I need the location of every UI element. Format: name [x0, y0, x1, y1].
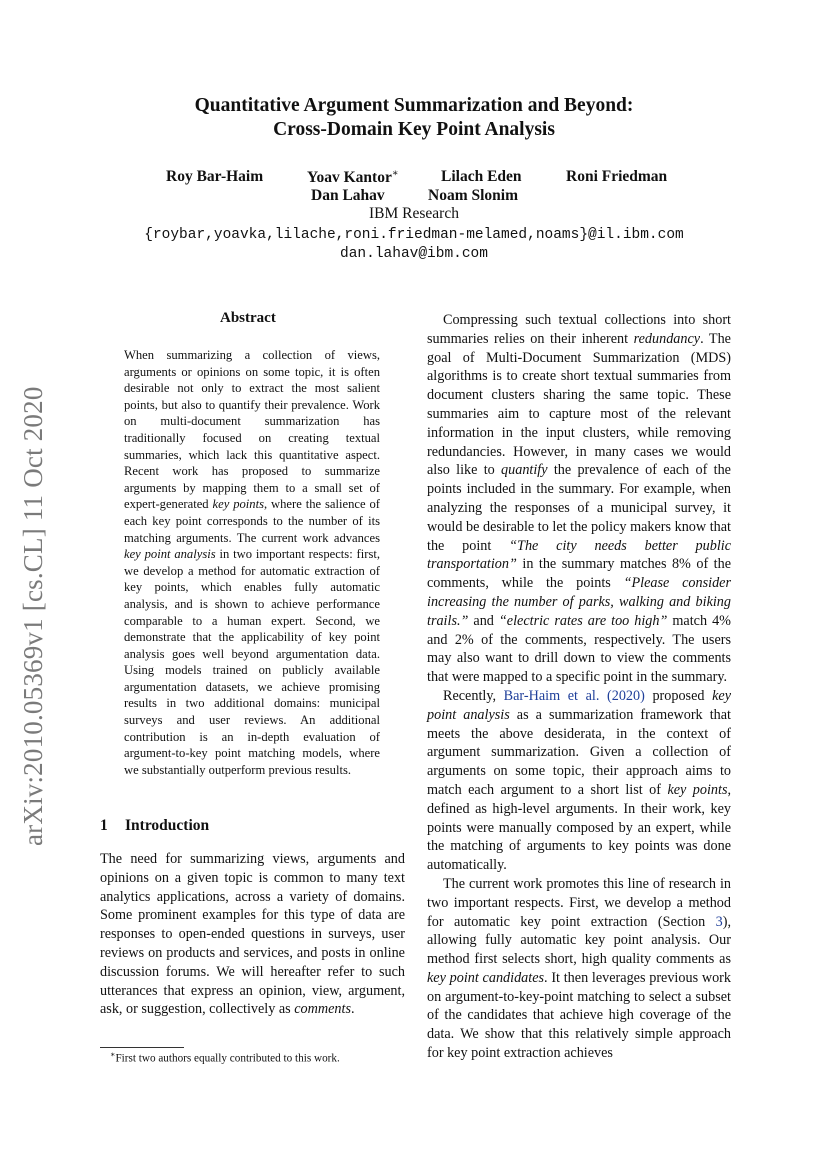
intro-text-1: The need for summarizing views, arguments and opinions on a given topic is common to many text analytics applications, across a variety of domains. Some prominent examples for this type of data are responses to open-ended questions in surveys, user reviews on products and services, and posts in online discussion forums. We will hereafter refer to such utterances that express an opinion, view, argument, ask, or suggestion, collectively as [100, 851, 405, 1018]
author-lilach-eden: Lilach Eden [441, 168, 522, 185]
author-dan-lahav: Dan Lahav [311, 187, 385, 204]
title-line-1: Quantitative Argument Summarization and Beyond: [194, 95, 634, 116]
p3-text-3: . It then leverages previous work on argument-to-key-point matching to select a subset of the candidates that achieve high coverage of the data. We show that this relatively simple approach for key point extraction achieves [427, 969, 731, 1062]
author-yoav-kantor [307, 168, 399, 187]
abstract-text-3: in two important respects: first, we develop a method for automatic extraction of key points, which enables fully automatic analysis, and is shown to achieve performance comparable to a human expert. Second, we demonstrate that the applicability of key point analysis goes well beyond argumentation data. Using models trained on publicly available argumentation datasets, we achieve promising results in two additional domains: municipal surveys and user reviews. An additional contribution is an in-depth evaluation of argument-to-key point matching models, where we substantially outperform previous results. [124, 547, 380, 777]
section-number: 1 [100, 817, 108, 834]
intro-comments-term: comments [294, 1001, 351, 1018]
abstract-key-points-term: key points [212, 497, 264, 512]
p3-key-point-candidates-term: key point candidates [427, 969, 545, 986]
abstract-key-point-analysis-term: key point analysis [124, 547, 216, 562]
footnote-divider [100, 1047, 184, 1048]
right-column [427, 311, 731, 1063]
abstract-text-1: When summarizing a collection of views, arguments or opinions on some topic, it is often desirable not only to extract the most salient points, but also to quantify their prevalence. Work on multi-document summarization has traditionally focused on creating textual summaries, which lack this quantitative aspect. Recent work has proposed to summarize arguments by mapping them to a small set of expert-generated [124, 348, 380, 512]
paragraph-compressing [427, 311, 731, 687]
section-title: Introduction [125, 817, 210, 834]
p3-text-2: ), allowing fully automatic key point analysis. Our method first selects short, high quality comments as [427, 913, 731, 968]
equal-contribution-mark: ∗ [391, 168, 399, 179]
email-line-2: dan.lahav@ibm.com [340, 246, 488, 262]
title-line-2: Cross-Domain Key Point Analysis [273, 119, 555, 140]
footnote [110, 1050, 340, 1065]
p1-text-2: . The goal of Multi-Document Summarization (MDS) algorithms is to create short textual summaries from document clusters sharing the same topic. These summaries aim to capture most of the relevant information in the input clusters, while removing redundancies. However, in many cases we would also like to [427, 330, 731, 479]
arxiv-stamp: arXiv:2010.05369v1 [cs.CL] 11 Oct 2020 [18, 386, 48, 846]
p1-redundancy-term: redundancy [633, 330, 701, 347]
footnote-mark: ∗ [110, 1050, 116, 1059]
section-heading-introduction [100, 817, 209, 835]
introduction-paragraph [100, 850, 405, 1019]
p2-text-4: , defined as high-level arguments. In their work, key points were manually composed by an expert, while the matching of arguments to key points was done automatically. [427, 781, 732, 874]
author-roy-bar-haim: Roy Bar-Haim [166, 168, 264, 185]
abstract-heading: Abstract [220, 310, 276, 326]
intro-text-2: . [351, 1001, 355, 1018]
abstract-text-2: , where the salience of each key point corresponds to the number of its matching arguments. The current work advances [124, 497, 380, 545]
paragraph-recently [427, 687, 731, 875]
p3-text-1: The current work promotes this line of research in two important respects. First, we develop a method for automatic key point extraction (Section [427, 875, 731, 930]
citation-link-bar-haim-2020[interactable]: Bar-Haim et al. (2020) [503, 687, 645, 704]
abstract-body [124, 347, 380, 778]
p1-quote-electric-rates: “electric rates are too high” [498, 612, 668, 629]
p1-text-5: and [468, 612, 499, 629]
p1-quote-transportation: “The city needs better public transportation” [427, 537, 732, 573]
section-3-link[interactable]: 3 [715, 913, 723, 930]
p1-text-4: in the summary matches 8% of the comments, while the points [427, 556, 731, 592]
author-noam-slonim: Noam Slonim [428, 187, 518, 204]
author-roni-friedman: Roni Friedman [566, 168, 668, 185]
p2-text-3: as a summarization framework that meets the above desiderata, in the context of argument summarization. Given a collection of arguments on some topic, their approach aims to match each argument to a short list of [427, 706, 731, 798]
p2-key-point-analysis-term: key point analysis [427, 687, 731, 723]
p2-text-1: Recently, [443, 687, 504, 704]
email-line-1: {roybar,yoavka,lilache,roni.friedman-melamed,noams}@il.ibm.com [144, 227, 684, 243]
paragraph-current-work [427, 875, 731, 1063]
p1-text-1: Compressing such textual collections into short summaries relies on their inherent [427, 312, 731, 347]
paper-title [0, 94, 828, 142]
p1-quantify-term: quantify [501, 462, 548, 479]
footnote-text: First two authors equally contributed to this work. [115, 1052, 340, 1065]
author-yoav-kantor-name: Yoav Kantor [307, 169, 392, 187]
p1-text-3: the prevalence of each of the points included in the summary. For example, when analyzing the responses of a municipal survey, it would be desirable to let the policy makers know that the point [427, 462, 731, 554]
p2-key-points-term: key points [667, 781, 728, 798]
p2-text-2: proposed [644, 687, 713, 704]
p1-quote-parks: “Please consider increasing the number of parks, walking and biking trails.” [427, 575, 731, 629]
p1-text-6: match 4% and 2% of the comments, respectively. The users may also want to drill down to view the comments that were mapped to a specific point in the summary. [427, 612, 731, 686]
affiliation: IBM Research [369, 205, 459, 222]
